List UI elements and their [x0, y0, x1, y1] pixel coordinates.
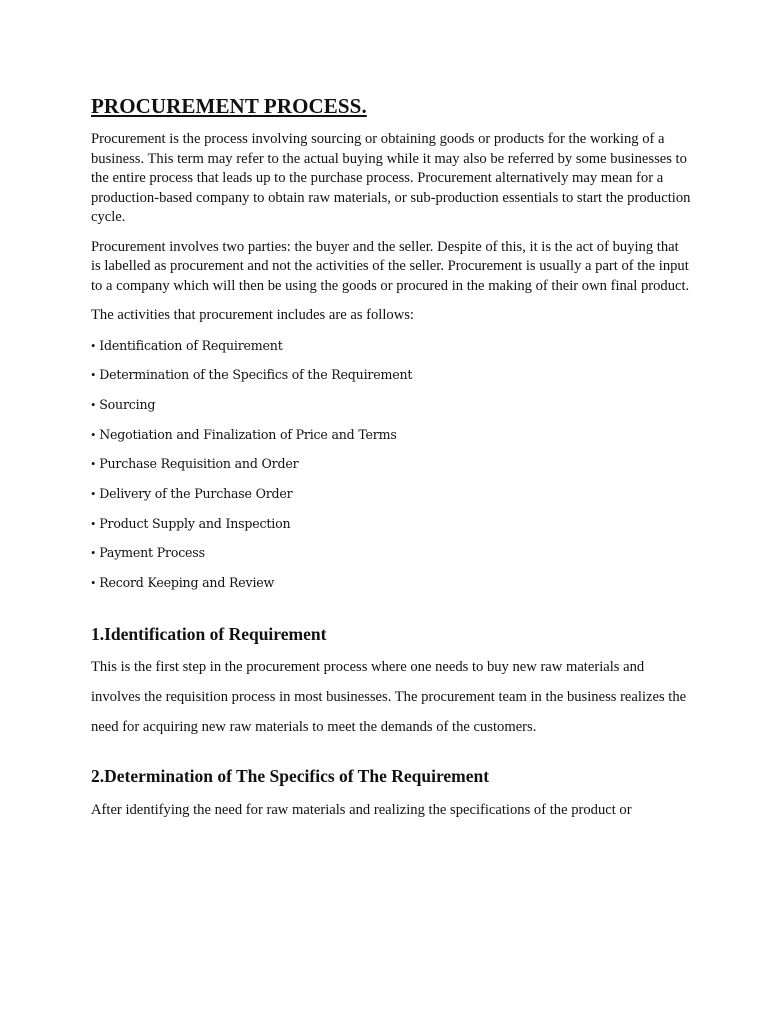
bullet-icon: •: [91, 397, 96, 412]
list-item: • Determination of the Specifics of the Requirement: [91, 367, 413, 383]
activities-intro: The activities that procurement includes are as follows:: [91, 307, 414, 323]
list-item: • Delivery of the Purchase Order: [91, 485, 293, 501]
list-item: • Purchase Requisition and Order: [91, 456, 299, 472]
bullet-icon: •: [91, 486, 96, 501]
bullet-icon: •: [91, 368, 96, 383]
bullet-icon: •: [91, 338, 96, 353]
bullet-icon: •: [91, 546, 96, 561]
section-body-identification: This is the first step in the procurement process where one needs to buy new raw materials and involves the requisition process in most businesses. The procurement team in the business realizes the need for acquiring new raw materials to meet the demands of the customers.: [91, 658, 687, 735]
intro-paragraph-2: Procurement involves two parties: the buyer and the seller. Despite of this, it is the act of buying that is labelled as procurement and not the activities of the seller. Procurement is usually a part of the input to a company which will then be using the goods or procured in the making of their own final product.: [91, 238, 690, 294]
list-item: • Payment Process: [91, 545, 205, 561]
section-heading-identification: 1.Identification of Requirement: [91, 623, 327, 644]
document-page: [91, 93, 691, 825]
list-item: • Negotiation and Finalization of Price and Terms: [91, 426, 397, 442]
intro-paragraph-1: Procurement is the process involving sourcing or obtaining goods or products for the working of a business. This term may refer to the actual buying while it may also be referred by some businesses to the entire process that leads up to the purchase process. Procurement alternatively may mean for a production-based company to obtain raw materials, or sub-production essentials to start the production cycle.: [91, 131, 691, 225]
list-item: • Sourcing: [91, 396, 156, 412]
bullet-icon: •: [91, 457, 96, 472]
bullet-icon: •: [91, 576, 96, 590]
list-item: • Product Supply and Inspection: [91, 515, 291, 531]
document-title: PROCUREMENT PROCESS.: [91, 94, 367, 118]
section-heading-determination: 2.Determination of The Specifics of The Requirement: [91, 765, 490, 786]
bullet-icon: •: [91, 516, 96, 531]
list-item: • Record Keeping and Review: [91, 575, 275, 590]
activities-list: [91, 336, 691, 603]
list-item: • Identification of Requirement: [91, 337, 283, 353]
section-body-determination: After identifying the need for raw materials and realizing the specifications of the product or: [91, 801, 632, 818]
bullet-icon: •: [91, 427, 96, 442]
